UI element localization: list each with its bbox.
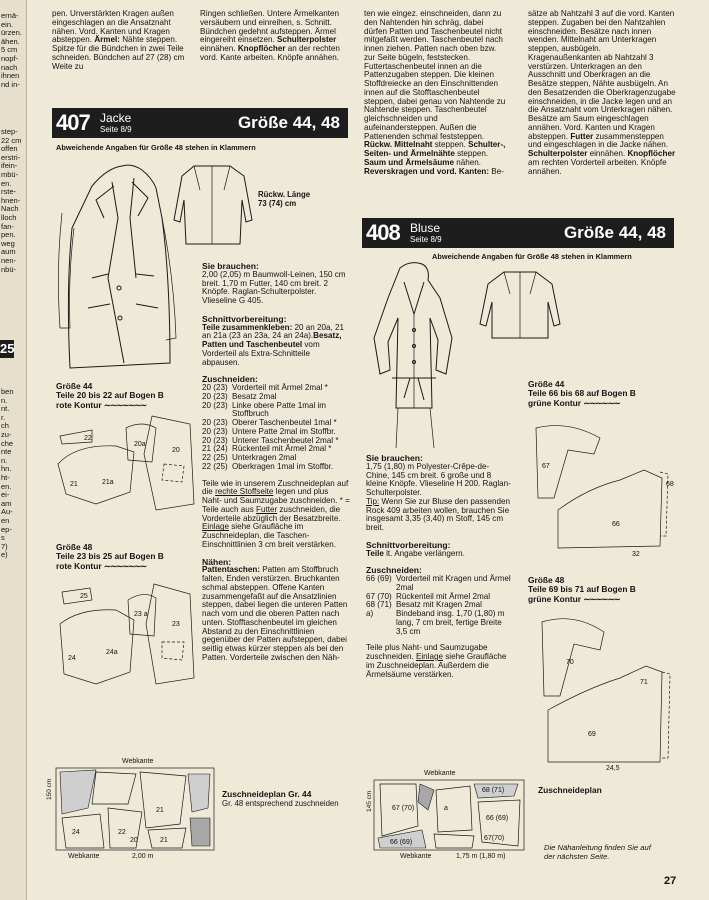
gutter-text-line: step- [1,128,18,136]
garment-type: Bluse [410,221,441,235]
page-reference: Seite 8/9 [100,125,132,134]
gutter-text-line: ürzen. [1,29,22,38]
gutter-text-line: n. [1,396,8,405]
gutter-text-line: erstri- [1,153,21,162]
text-run: Nähte steppen. Spitze für die Bündchen in zwei Teile schneiden. Bündchen auf 27 (28) cm Weite zu [52,35,185,71]
section-title: Zuschneiden: [202,374,258,385]
col3-top-text [364,10,506,176]
text-run: Teile plus Naht- und Saumzugabe zuschneiden. [366,643,488,661]
text-run: rote Kontur [56,399,102,410]
svg-text:21: 21 [70,481,78,488]
text-run-bold: Besatz, Patten und Taschenbeutel [202,331,342,349]
col1-top-text [52,10,192,71]
text-run: rote Kontur [56,560,102,571]
svg-text:24: 24 [68,655,76,662]
svg-text:25: 25 [80,593,88,600]
cutting-list-row [202,402,350,420]
webkante-bottom-label: Webkante [400,853,432,860]
text-run: siehe Graufläche im Zuschneideplan, die Taschen-Einschnittlinien 3 cm breit verstärken. [202,522,337,549]
col2-top-text [200,10,348,63]
cutting-plan-408-title: Zuschneideplan [538,785,602,795]
text-run: steppen. [432,140,466,150]
text-line: Teile 69 bis 71 auf Bogen B [528,584,636,595]
text-line: 73 (74) cm [258,199,297,208]
text-line: Teile 23 bis 25 auf Bogen B [56,551,164,562]
text-run: pen. Unverstärkten Kragen außen eingeschlagen an die Ansatznaht nähen. Vord. Kanten und Kragen absteppen. [52,9,174,45]
gutter-text-line: ein. [1,20,14,29]
gutter-text-line: nach [1,63,18,72]
size-hint: Abweichende Angaben für Größe 48 stehen in Klammern [432,252,632,261]
piece-description: Vorderteil mit Kragen und Ärmel 2mal [396,574,511,592]
svg-text:67 (70): 67 (70) [392,805,415,812]
cutting-text [202,480,350,550]
text-run: 20 an 20a, 21 an 21a (23 an 23a, 24 an 24a). [202,322,345,341]
cutting-list-row [366,610,512,636]
page-reference: Seite 8/9 [410,235,442,244]
jacket-back-illustration [172,160,254,250]
svg-text:a: a [444,805,448,812]
piece-description: Unterer Taschenbeutel 2mal * [232,435,339,445]
svg-text:20: 20 [172,447,180,454]
gutter-text-line: weg [1,239,15,248]
piece-number: 22 (25) [202,453,228,462]
cutting-plan-407-title [222,790,342,809]
size-48-pattern-label [56,543,164,571]
text-run-bold: Knopflöcher [627,149,676,158]
svg-text:24,5: 24,5 [606,765,620,772]
gutter-text-line: r. [1,413,6,422]
text-line: Teile 20 bis 22 auf Bogen B [56,390,164,401]
section-title: Schnittvorbereitung: [366,539,451,550]
materials-text: 2,00 (2,05) m Baumwoll-Leinen, 150 cm breit. 1,70 m Futter, 140 cm breit. 2 Knöpfe. Raglan-Schulterpolster. Vlieseline G 405. [202,269,346,305]
svg-text:67(70): 67(70) [484,835,505,842]
svg-text:24: 24 [72,829,80,836]
text-run-bold: Futter [570,131,594,141]
gutter-text-line: nte [1,448,12,457]
sewing-text [202,566,350,662]
piece-number: 68 (71) [366,600,392,610]
piece-description: Rückenteil mit Ärmel 2mal * [232,444,332,454]
text-run-underlined: Tip: [366,496,380,506]
back-length-label [258,190,310,208]
size-44-pattern-label [528,380,636,408]
text-run: ten wie eingez. einschneiden, dann zu den Nahtenden hin schräg, dabei dürfen Patten und Taschenbeutel nicht mitgefaßt werden. Taschenbeutel nach innen ziehen. Patten nach oben bzw. zur Seite bügeln, feststecken. Futtertaschenbeutel innen an die Pattenzugaben steppen. Die kleinen Stoffdreiecke an den Einschnittenden innen auf die Stofftaschenbeutel steppen, dabei genau von Nahtende zu Nahtende steppen. Taschenbeutel gleichschneiden und aufeinandersteppen. Außen die Pattenenden schmal feststeppen. [364,9,506,141]
tip-text [366,498,512,533]
gutter-text-line: Nach [1,205,19,214]
gutter-text-line: n. [1,456,8,465]
piece-description: Vorderteil mit Ärmel 2mal * [232,383,328,392]
cutting-list [366,575,512,636]
text-run: zusammensteppen und eingeschlagen in die Jacke nähen. [528,131,668,150]
text-run-bold: Knopflöcher [237,44,286,53]
size-hint: Abweichende Angaben für Größe 48 stehen in Klammern [56,143,256,152]
piece-number: 20 (23) [202,418,228,427]
gutter-text-line: ernä- [1,12,19,20]
piece-description: Linke obere Patte 1mal im Stoffbruch [232,400,327,419]
gutter-text-line: hnen- [1,196,21,205]
text-line: Teile 66 bis 68 auf Bogen B [528,388,636,399]
size-range: Größe 44, 48 [237,113,340,132]
plan-408-height: 145 cm [366,790,373,812]
gutter-text-line: rste- [1,188,16,197]
preparation-text [366,550,512,559]
gutter-text-line: Au- [1,508,13,517]
text-line: rote Kontur ∼∼∼∼∼∼∼ [56,560,147,571]
text-line: Größe 44 [528,379,565,389]
text-run: einnähen. [200,44,236,53]
jacket-front-illustration [52,158,182,388]
webkante-top-label: Webkante [122,758,154,765]
plan-407-width: 2,00 m [132,853,154,860]
gutter-model-tab: 25 [0,341,15,356]
webkante-bottom-label: Webkante [68,853,100,860]
gutter-text-line: hn. [1,465,12,474]
model-number: 407 [56,110,90,135]
text-run: grüne Kontur [528,593,582,604]
text-run: sätze ab Nahtzahl 3 auf die vord. Kanten steppen. Zugaben bei den Nahtzahlen einschneiden. Besätze nach innen wenden. Mittelnaht am Unterkragen steppen, ausbügeln. Kragenaußenkanten ab Nahtzahl 3 verstürzen. Unterkragen an den Ausschnitt und Oberkragen an die Besätze steppen, Nähte ausbügeln. An den Besatzenden die Oberkragenzugabe einschneiden, in die Jacke legen und an die Ansatznaht vom Unterkragen nähen. Besätze am Saum eingeschlagen annähen. Vord. Kanten und Kragen absteppen. [528,9,676,141]
gutter-text-line: zu- [1,431,12,439]
piece-number: 20 (23) [202,400,228,410]
section-title: Nähen: [202,556,232,567]
text-line: Größe 48 [56,542,93,552]
model-408-header [362,218,674,248]
svg-text:21a: 21a [102,479,114,486]
gutter-text-line: offen [1,145,18,154]
page-number: 27 [664,875,677,887]
gutter-text-line: s [1,534,5,543]
text-run: am rechten Vorderteil arbeiten. Knöpfe annähen. [528,157,667,176]
text-run-underlined: Futter [256,504,278,514]
piece-number: 20 (23) [202,435,228,445]
text-run-underlined: Einlage [415,652,443,661]
cutting-plan-408 [374,780,526,852]
text-run-bold: Rückw. Mittelnaht [364,140,433,150]
section-title: Sie brauchen: [366,453,423,463]
piece-number: 66 (69) [366,574,392,583]
gutter-text-line: en [1,517,10,525]
svg-text:23 a: 23 a [134,611,148,618]
piece-number: 67 (70) [366,591,392,601]
svg-text:32: 32 [632,551,640,558]
text-line: der nächsten Seite. [544,852,610,861]
svg-text:20a: 20a [134,441,146,448]
text-run: steppen. [454,149,489,158]
gutter-text-line: nd in- [1,80,20,89]
model-408-text [366,454,512,679]
svg-text:21: 21 [156,807,164,814]
model-number: 408 [366,220,400,245]
gutter-text-line: nopf- [1,55,19,63]
text-run-bold: Pattentaschen: [202,565,261,575]
gutter-text-line: 22 cm [1,136,22,145]
svg-text:70: 70 [566,659,574,666]
gutter-text-line: fan- [1,222,14,231]
text-line: Größe 48 [528,575,565,585]
cutting-list [202,384,350,472]
text-run: Ringen schließen. Untere Ärmelkanten versäubern und einreihen, s. Schnitt. Bündchen gedehnt aufsteppen. Ärmel eingereiht einsetzen. [200,9,340,45]
size-44-pattern-label [56,382,164,410]
plan-408-width: 1,75 m (1,80 m) [456,853,506,860]
text-line: Größe 44 [56,381,93,391]
text-run-bold: Teile zusammenkleben: [202,322,293,332]
text-run-underlined: rechte Stoffseite [215,487,274,497]
gutter-text-line: am [1,499,12,508]
text-run: Be- [489,166,504,176]
col4-top-text [528,10,676,176]
text-run: an der rechten vord. Kante arbeiten. Knöpfe annähen. [200,44,340,62]
footer-note [544,843,651,861]
gutter-text-line: ch [1,422,9,431]
gutter-text-line: nen- [1,257,17,265]
gutter-text-line: mbü- [1,171,19,179]
gutter-text-line: ifein- [1,162,18,171]
gutter-text-line: en. [1,179,12,188]
plan-407-height: 150 cm [46,778,53,800]
gutter-text-line: che [1,439,14,448]
svg-text:23: 23 [172,621,180,628]
gutter-text-line: en. [1,482,12,491]
gutter-text-line: ei- [1,491,10,500]
svg-text:66 (69): 66 (69) [486,815,509,822]
cutting-list-row [202,463,350,472]
gutter-text-line: 5 cm [1,46,18,55]
section-title: Zuschneiden: [366,565,422,576]
text-run: siehe Graufläche im Zuschneideplan. Außerdem die Ärmelsäume verstärken. [366,652,507,679]
text-run-bold: Teile [366,548,384,558]
text-line: Die Nähanleitung finden Sie auf [544,843,651,852]
svg-text:66: 66 [612,521,620,528]
pattern-diagram-408-size-48 [536,610,676,780]
piece-number: a) [366,609,374,618]
piece-description: Besatz mit Kragen 2mal [396,600,482,610]
svg-text:20: 20 [130,837,138,844]
text-line: Gr. 48 entsprechend zuschneiden [222,799,339,809]
gutter-text-line: ähen. [1,37,20,46]
text-run: einnähen. [587,149,626,158]
size-range: Größe 44, 48 [563,223,666,242]
svg-text:66 (69): 66 (69) [390,839,413,846]
piece-number: 22 (25) [202,461,228,471]
gutter-text-line: 7) [1,542,8,551]
piece-number: 20 (23) [202,391,228,401]
gutter-text-line: ben [1,388,14,396]
text-line: grüne Kontur ∼∼∼∼∼∼ [528,593,620,604]
piece-description: Besatz 2mal [232,391,277,401]
blouse-back-illustration [478,268,562,342]
piece-description: Bindeband insg. 1,70 (1,80) m lang, 7 cm breit, fertige Breite 3,5 cm [396,609,505,636]
model-407-text [202,262,350,663]
text-run-underlined: Einlage [202,522,230,532]
piece-number: 21 (24) [202,444,228,454]
text-run-bold: Ärmel: [94,35,120,45]
piece-number: 20 (23) [202,383,228,392]
gutter-text-line: nt. [1,405,10,414]
text-line: rote Kontur ∼∼∼∼∼∼∼ [56,399,147,410]
text-run: Wenn Sie zur Bluse den passenden Rock 409 arbeiten wollen, brauchen Sie insgesamt 3,35 (3,40) m Stoff, 145 cm breit. [366,496,510,532]
pattern-diagram-size-44 [56,414,196,514]
gutter-text-line: ht- [1,474,10,482]
cutting-text [366,644,512,679]
text-run: lt. Angabe verlängern. [383,548,465,558]
cutting-plan-407 [56,768,216,852]
text-run-bold: Saum und Ärmelsäume [364,157,454,167]
piece-description: Oberkragen 1mal im Stoffbr. [232,461,334,471]
svg-text:68: 68 [666,481,674,488]
garment-type: Jacke [100,111,132,125]
gutter-text-line: ep- [1,525,12,534]
blouse-front-illustration [362,258,466,454]
gutter-text-line: aum [1,248,16,257]
piece-description: Unterkragen 2mal [232,453,297,462]
text-run: zuschneiden, die Vorderteile abzüglich der Besatzbreite. [202,504,341,523]
svg-text:22: 22 [84,435,92,442]
size-48-pattern-label [528,576,636,604]
svg-text:68 (71): 68 (71) [482,787,505,794]
svg-text:69: 69 [588,731,596,738]
text-run: Patten am Stoffbruch falten, Enden verstürzen. Bruchkanten schmal absteppen. Offene Kanten zusammengefaßt auf die Ansatzlinien steppen, dabei liegen die unteren Patten nach vorn und die oberen Patten nach unten. Stofftaschenbeutel im gleichen Abstand zu den Einschnittlinien gegenüber der Patten aufsteppen, dabei seitlig etwas kürzer steppen als bei den Patten. Vorderteile zwischen den Näh- [202,565,348,662]
text-run: grüne Kontur [528,397,582,408]
gutter-text-line: e) [1,551,8,560]
svg-text:21: 21 [160,837,168,844]
piece-description: Oberer Taschenbeutel 1mal * [232,418,337,427]
model-407-header [52,108,348,138]
text-run-bold: Reverskragen und vord. Kanten: [364,166,490,176]
gutter-text-line: ihnen [1,72,20,81]
text-run-bold: Schulterpolster [528,149,588,158]
preparation-text [202,324,350,368]
gutter-text-line: nbü- [1,265,17,274]
text-run-bold: Schulterpolster [276,35,337,45]
gutter-text-line: pen. [1,231,16,240]
piece-description: Untere Patte 2mal im Stoffbr. [232,426,336,436]
text-line: Zuschneideplan Gr. 44 [222,789,312,799]
text-run-bold: Schulter-, Seiten- und Ärmelnähte [364,140,506,158]
section-title: Sie brauchen: [202,261,259,271]
svg-text:67: 67 [542,463,550,470]
materials-text: 1,75 (1,80) m Polyester-Crêpe-de-Chine, 145 cm breit. 6 große und 8 kleine Knöpfe. Vlieseline H 200. Raglan-Schulterpolster. [366,461,511,497]
text-line: grüne Kontur ∼∼∼∼∼∼ [528,397,620,408]
piece-description: Rückenteil mit Ärmel 2mal [396,591,491,601]
cutting-list-row [366,575,512,593]
svg-text:71: 71 [640,679,648,686]
text-line: Rückw. Länge [258,190,311,199]
gutter-text-line: lloch [1,214,17,222]
section-title: Schnittvorbereitung: [202,313,287,324]
previous-page-gutter [0,0,27,900]
text-run: Teile wie in unserem Zuschneideplan auf die [202,478,349,497]
svg-text:22: 22 [118,829,126,836]
svg-text:24a: 24a [106,649,118,656]
text-run: legen und plus Naht- und Saumzugabe zuschneiden. * = Teile auch aus [202,487,350,514]
pattern-diagram-size-48 [56,580,196,690]
piece-number: 20 (23) [202,426,228,436]
pattern-diagram-408-size-44 [528,414,678,562]
webkante-top-label: Webkante [424,770,456,777]
text-run: vom Vorderteil als Extra-Schnitteile abpausen. [202,340,320,367]
text-run: nähen. [453,157,481,167]
